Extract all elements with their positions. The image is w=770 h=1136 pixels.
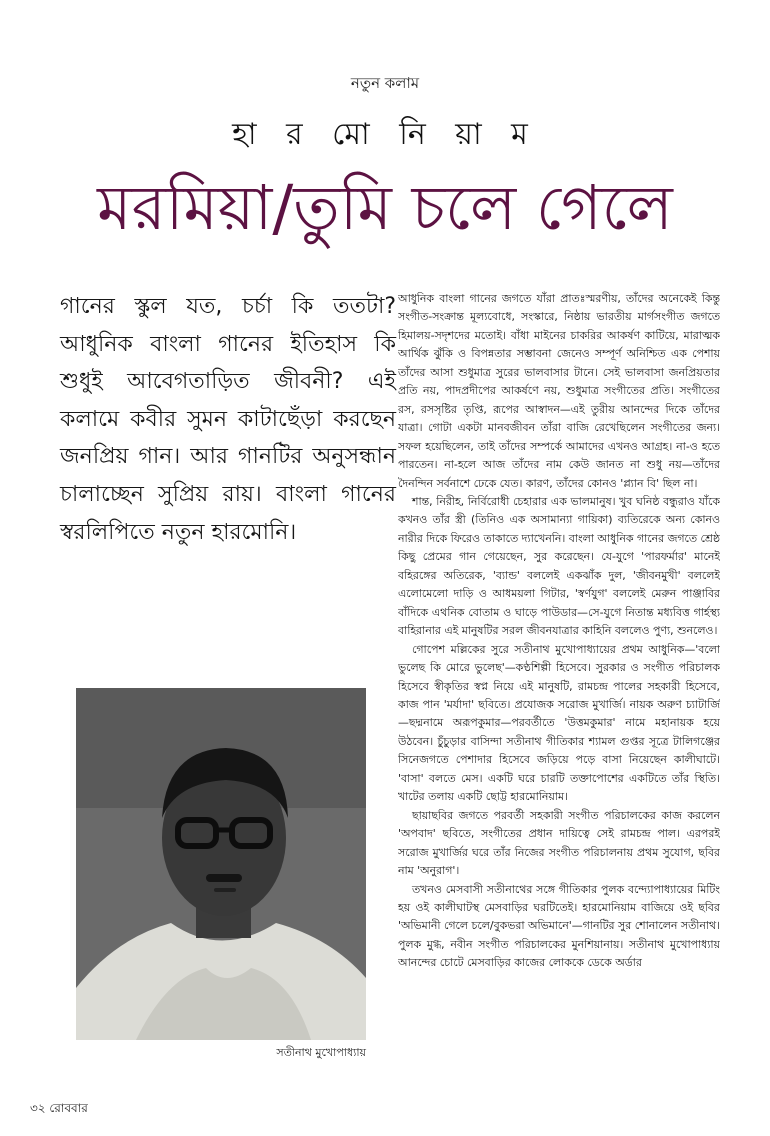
section-kicker: নতুন কলাম [350,74,420,92]
body-paragraph: শান্ত, নিরীহ, নির্বিরোধী চেহারার এক ভালমানুষ। খুব ঘনিষ্ঠ বন্ধুরাও যাঁকে কখনও তাঁর স্ত্রী (তিনিও এক অসামান্যা গায়িকা) ব্যতিরেকে অন্য কোনও নারীর দিকে ফিরেও তাকাতে দ্যাখেননি। বাংলা আধুনিক গানের জগতে শ্রেষ্ঠ কিছু প্রেমের গান গেয়েছেন, সুর করেছেন। যে-যুগে 'পারফর্মার' মানেই বহিরঙ্গের অতিরেক, 'ব্যান্ড' বললেই একঝাঁক দুল, 'জীবনমুখী' বললেই এলোমেলো দাড়ি ও আধময়লা গিটার, 'স্বর্ণযুগ' বললেই মেরুন পাঞ্জাবির বাঁদিকে এথনিক বোতাম ও ঘাড়ে পাউডার—সে-যুগে নিতান্ত মধ্যবিত্ত গার্হস্থ্য বাহিরানার এই মানুষটির সরল জীবনযাত্রার কাহিনি বললেও পুণ্য, শুনলেও। [398,494,720,638]
portrait-illustration [76,688,366,1040]
portrait-photo [76,688,366,1040]
body-paragraph: আধুনিক বাংলা গানের জগতে যাঁরা প্রাতঃস্মরণীয়, তাঁদের অনেকেই কিন্তু সংগীত-সংক্রান্ত মূল্যবোধে, সংস্কারে, নিষ্ঠায় ভারতীয় মার্গসংগীত জগতে হিমালয়-সদৃশদের মতোই। বাঁধা মাইনের চাকরির আকর্ষণ কাটিয়ে, মারাত্মক আর্থিক ঝুঁকি ও বিপন্নতার সম্ভাবনা জেনেও সম্পূর্ণ অনিশ্চিত এক পেশায় তাঁদের আসা শুধুমাত্র সুরের ভালবাসার টানে। সেই ভালবাসা জনপ্রিয়তার প্রতি নয়, পাদপ্রদীপের আকর্ষণে নয়, শুধুমাত্র সংগীতের প্রতি। সংগীতের রস, রসসৃষ্টির তৃপ্তি, রূপের আস্বাদন—এই তুরীয় আনন্দের দিকে তাঁদের যাত্রা। গোটা একটা মানবজীবন তাঁরা বাজি রেখেছিলেন সংগীতের জন্য। সফল হয়েছিলেন, তাই তাঁদের সম্পর্কে আমাদের এখনও আগ্রহ। না-ও হতে পারতেন। না-হলে আজ তাঁদের নাম কেউ জানত না শুধু নয়—তাঁদের দৈনন্দিন সর্বনাশে ঢেকে যেত। কারণ, তাঁদের কোনও 'প্ল্যান বি' ছিল না। [398,292,720,490]
intro-blurb: গানের স্কুল যত, চর্চা কি ততটা? আধুনিক বাংলা গানের ইতিহাস কি শুধুই আবেগতাড়িত জীবনী? এই কলামে কবীর সুমন কাটাছেঁড়া করছেন জনপ্রিয় গান। আর গানটির অনুসন্ধান চালাচ্ছেন সুপ্রিয় রায়। বাংলা গানের স্বরলিপিতে নতুন হারমোনি। [60,294,396,545]
body-paragraph: তখনও মেসবাসী সতীনাথের সঙ্গে গীতিকার পুলক বন্দ্যোপাধ্যায়ের মিটিং হয় ওই কালীঘাটস্থ মেসবাড়ির ঘরটিতেই। হারমোনিয়াম বাজিয়ে ওই ছবির 'অভিমানী গেলে চলে/বুকভরা অভিমানে'—গানটির সুর শোনালেন সতীনাথ। পুলক মুগ্ধ, নবীন সংগীত পরিচালকের মুনশিয়ানায়। সতীনাথ মুখোপাধ্যায় আনন্দের চোটে মেসবাড়ির কাজের লোককে ডেকে অর্ডার [398,882,720,970]
body-paragraph: গোপেশ মল্লিকের সুরে সতীনাথ মুখোপাধ্যায়ের প্রথম আধুনিক—'বলো ভুলেছ কি মোরে ভুলেছ'—কণ্ঠশিল্পী হিসেবে। সুরকার ও সংগীত পরিচালক হিসেবে স্বীকৃতির স্বপ্ন নিয়ে এই মানুষটি, রামচন্দ্র পালের সহকারী হিসেবে, কাজ পান 'মর্যাদা' ছবিতে। প্রযোজক সরোজ মুখার্জি। নায়ক অরুণ চ্যাটার্জি—ছদ্মনামে অরূপকুমার—পরবর্তীতে 'উত্তমকুমার' নামে মহানায়ক হয়ে উঠবেন। চুঁচুড়ার বাসিন্দা সতীনাথ গীতিকার শ্যামল গুপ্তর সূত্রে টালিগঞ্জের সিনেজগতে পেশাদার হিসেবে জড়িয়ে পড়ে বাসা নিয়েছেন কালীঘাটে। 'বাসা' বলতে মেস। একটি ঘরে চারটি তক্তাপোশের একটিতে তাঁর স্থিতি। খাটের তলায় একটি ছোট্ট হারমোনিয়াম। [398,642,720,804]
headline: মরমিয়া/তুমি চলে গেলে [97,171,673,244]
photo-caption: সতীনাথ মুখোপাধ্যায় [276,1046,366,1059]
column-name: হা র মো নি য়া ম [232,117,538,152]
page-footer: ৩২ রোববার [30,1101,88,1115]
body-paragraph: ছায়াছবির জগতে পরবর্তী সহকারী সংগীত পরিচালকের কাজ করলেন 'অপবাদ' ছবিতে, সংগীতের প্রধান দায়িত্বে সেই রামচন্দ্র পাল। এরপরই সরোজ মুখার্জির ঘরে তাঁর নিজের সংগীত পরিচালনায় প্রথম সুযোগ, ছবির নাম 'অনুরাগ'। [398,808,720,878]
article-body [398,290,720,1062]
